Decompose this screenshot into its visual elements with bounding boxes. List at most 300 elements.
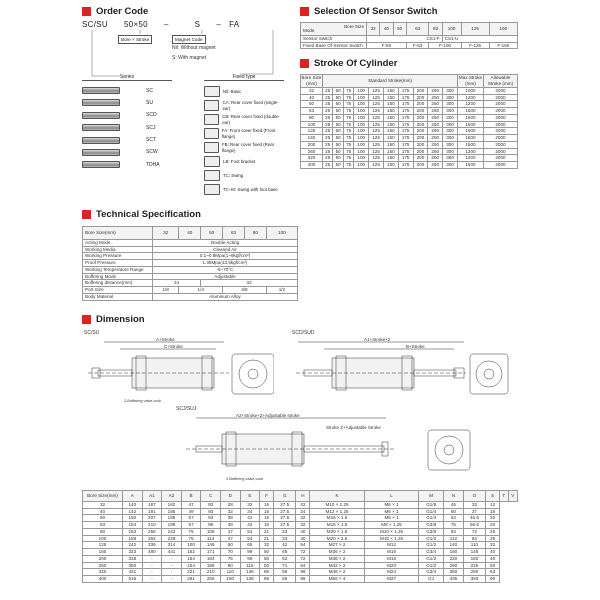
section-marker-icon [82,7,91,16]
stroke-cell: 300 [443,114,458,121]
table-cell: 249 [162,535,182,542]
table-cell: 65 [240,542,260,549]
table-cell: 15 [260,522,274,529]
max-cell: 1500 [458,108,484,115]
table-cell: 20 [486,515,500,522]
section-marker-icon [82,315,91,324]
cylinder-icon [82,149,120,156]
column-header: V [508,491,517,502]
spec-row [83,273,298,280]
table-cell: 50 [260,562,274,569]
dim-stroke-adj: Stroke Z+Adjustable Stroke [326,425,381,430]
table-cell: 184 [201,555,221,562]
stroke-cell: 25 [323,128,333,135]
spec-bore-label: Bore Size(mm) [83,227,153,240]
table-cell: 38 [220,515,240,522]
table-cell: 37 [463,508,485,515]
dim-b-stroke: B+Stroke [406,344,425,349]
stroke-cell: 100 [354,101,369,108]
spec-title: Technical Specification [96,209,201,220]
stroke-cell: 250 [428,128,443,135]
column-header: N [444,491,464,502]
table-cell: 185 [162,508,182,515]
column-header: C [201,491,221,502]
cylinder-icon [82,99,120,106]
stroke-cell: 75 [343,88,353,95]
cylinder-icon [82,124,120,131]
fixed-type-row [204,156,284,167]
stroke-cell: 300 [443,128,458,135]
table-cell: 42 [240,515,260,522]
stroke-cell: 75 [343,108,353,115]
table-cell: M20 × 1.5 [310,535,365,542]
stroke-cell: 300 [443,101,458,108]
stroke-cell: 150 [383,128,398,135]
stroke-cell: 100 [354,121,369,128]
table-cell: 207 [142,515,162,522]
table-cell: 196 [162,515,182,522]
table-cell: 180 [444,549,464,556]
dimension-title: Dimension [96,314,145,325]
swing-icon [204,170,220,181]
stroke-cell: 50 [333,135,343,142]
table-cell: 42 [240,522,260,529]
table-cell: 56 [273,569,295,576]
table-cell: 25 [486,535,500,542]
code-series: SC/SU [82,20,108,29]
stroke-cell: 25 [323,108,333,115]
table-cell: M10 × 1.25 [364,528,419,535]
cell: 1/8 [153,287,179,294]
stroke-cell: 100 [354,135,369,142]
table-cell: M6 × 1 [364,502,419,509]
table-cell: 32 [296,515,310,522]
table-cell: 47 [181,502,201,509]
double-ear-icon [204,114,219,125]
table-cell: M8 × 1.25 [364,522,419,529]
column-header: A1 [142,491,162,502]
table-cell: 400 [83,576,123,583]
stroke-row [301,121,518,128]
stroke-cell: 50 [333,121,343,128]
stroke-cell: 125 [369,135,384,142]
table-cell: - [162,555,182,562]
stroke-cell: 75 [343,141,353,148]
stroke-row [301,162,518,169]
table-cell: G1/2 [419,542,444,549]
cell: F-125 [461,42,489,49]
table-cell: - [142,562,162,569]
fixed-type-panel [204,74,284,195]
stroke-cell: 25 [323,141,333,148]
table-cell: 54 [240,535,260,542]
allow-header: Allowable Stroke (mm) [484,75,518,88]
table-cell: 250 [83,562,123,569]
series-row [82,137,172,144]
table-cell: M27 [364,576,419,583]
std-header: Standard Stroke(mm) [323,75,458,88]
stroke-cell: 250 [428,162,443,169]
bore-cell: 50 [393,23,406,36]
cell-value: CS1-F [426,36,440,41]
column-header: Bore Size(mm) [83,491,123,502]
table-cell: M16 × 1.5 [310,515,365,522]
table-cell: 34 [240,508,260,515]
foot-bracket-icon [204,156,220,167]
bore-header: Bore Size (mm) [301,75,322,86]
table-row [83,569,518,576]
row-label: Fixed Base Of Sensor Switch [301,42,367,49]
stroke-cell: 200 [413,148,428,155]
table-cell: 32 [240,502,260,509]
table-cell: 27.5 [273,508,295,515]
table-cell: M16 [364,549,419,556]
magnet-option: Nil: Without magnet [172,45,216,51]
series-row [82,99,172,106]
table-cell: 199 [162,522,182,529]
table-cell: 12 [486,502,500,509]
table-cell: 80 [83,528,123,535]
table-cell: 47 [220,535,240,542]
table-cell: 96 [296,576,310,583]
max-cell: 1200 [458,94,484,101]
bore-cell: 40 [301,94,323,101]
table-cell: 150 [123,515,143,522]
stroke-cell: 25 [323,88,333,95]
table-cell: 255 [201,576,221,583]
row-label: Acting Mode [83,240,153,247]
table-cell: 71 [273,562,295,569]
drawing-label-scdsud: SCD/SUD [292,330,315,336]
series-code: SCW [146,149,158,156]
series-header: Series [82,74,172,81]
table-cell: 84 [296,562,310,569]
table-row [83,562,518,569]
table-cell: 110 [463,542,485,549]
table-cell: 70 [220,549,240,556]
table-cell: M12 [364,542,419,549]
row-label: Working Media [83,246,153,253]
table-cell: 96 [201,522,221,529]
table-cell: 50 [486,562,500,569]
table-cell: 323 [123,549,143,556]
table-cell: M56 × 4 [310,576,365,583]
table-cell: 225 [463,562,485,569]
table-cell: 243 [162,528,182,535]
stroke-cell: 50 [333,114,343,121]
column-header: L [364,491,419,502]
section-marker-icon [82,210,91,219]
table-cell: - [142,569,162,576]
bore-cell: 63 [223,227,245,240]
table-cell: 42 [273,542,295,549]
stroke-cell: 75 [343,94,353,101]
allow-cell: 2000 [484,155,518,162]
bore-stroke-box: Bore × Stroke [118,35,152,44]
fixed-type-row [204,142,284,153]
cell: 24 [153,280,201,287]
stroke-cell: 75 [343,128,353,135]
stroke-cell: 175 [398,114,413,121]
cylinder-icon [82,112,120,119]
fixed-type-row [204,114,284,125]
table-cell: 435 [444,576,464,583]
stroke-cell: 150 [383,108,398,115]
table-cell: 54 [240,528,260,535]
stroke-row [301,135,518,142]
column-header: A2 [162,491,182,502]
stroke-cell: 75 [343,155,353,162]
table-cell: M10 × 1.25 [364,535,419,542]
stroke-cell: 200 [413,94,428,101]
stroke-cell: 200 [413,155,428,162]
stroke-cell: 50 [333,141,343,148]
table-cell: 93 [201,502,221,509]
row-label: Body Material [83,293,153,300]
table-cell: 27.5 [273,522,295,529]
table-cell: 32 [260,542,274,549]
bore-cell: 40 [179,227,201,240]
table-row [83,508,518,515]
table-row [83,555,518,562]
stroke-body [301,88,518,169]
stroke-cell: 200 [413,162,428,169]
column-header: M [419,491,444,502]
table-cell: 200 [83,555,123,562]
stroke-cell: 250 [428,121,443,128]
section-marker-icon [300,7,309,16]
spec-row [83,240,298,247]
stroke-cell: 250 [428,101,443,108]
stroke-cell: 50 [333,94,343,101]
bore-cell: 40 [380,23,393,36]
column-header: A [123,491,143,502]
fixed-type-row [204,128,284,139]
row-label: Buffering Mode [83,273,153,280]
magnet-option: S: With magnet [172,55,207,61]
max-cell: 1200 [458,148,484,155]
table-cell: 350 [463,576,485,583]
table-cell: M20 × 1.5 [310,528,365,535]
table-cell: 21 [260,535,274,542]
stroke-cell: 50 [333,101,343,108]
table-cell: - [162,562,182,569]
series-code: TDHA [146,161,160,168]
bore-cell: 63 [301,108,323,115]
stroke-cell: 175 [398,94,413,101]
allow-cell: 2000 [484,101,518,108]
table-cell: 191 [142,508,162,515]
cell: Double Acting [153,240,298,247]
stroke-cell: 175 [398,141,413,148]
table-cell: 47 [220,528,240,535]
table-cell: 154 [181,562,201,569]
table-cell: 182 [162,502,182,509]
fixed-type-label: TC: Swing [223,172,244,178]
stroke-cell: 100 [354,108,369,115]
bore-cell: 100 [301,121,323,128]
table-cell: 72 [296,555,310,562]
table-cell: 50 [83,515,123,522]
bore-cell: 63 [406,23,429,36]
table-cell: 50 [260,555,274,562]
allow-cell: 2000 [484,135,518,142]
table-cell: G1/2 [419,555,444,562]
table-cell: 32 [220,508,240,515]
stroke-cell: 300 [443,155,458,162]
table-cell: 75 [444,522,464,529]
cell: Adjustable [153,273,298,280]
table-cell: 516 [123,576,143,583]
table-cell: M12 × 1.25 [310,508,365,515]
fixed-type-header: Fixed type [204,74,284,81]
bore-cell: 160 [489,23,517,36]
column-header: O [463,491,485,502]
table-cell: 27.5 [273,515,295,522]
fixed-type-label: CA: Rear cover fixed (single-ear) [222,100,279,111]
stroke-cell: 50 [333,148,343,155]
bore-cell: 50 [201,227,223,240]
table-cell: 90 [486,576,500,583]
stroke-cell: 100 [354,128,369,135]
stroke-cell: 50 [333,108,343,115]
stroke-cell: 25 [323,94,333,101]
stroke-cell: 150 [383,148,398,155]
stroke-cell: 75 [343,114,353,121]
fixed-type-label: CB: Rear cover fixed (double-ear) [222,114,281,125]
stroke-cell: 175 [398,148,413,155]
stroke-cell: 25 [323,121,333,128]
series-code: SU [146,99,153,106]
stroke-cell: 25 [323,135,333,142]
table-cell: 96 [296,569,310,576]
table-row [83,528,518,535]
stroke-cell: 125 [369,101,384,108]
dim-body [83,502,518,583]
column-header: T [500,491,509,502]
table-cell: 258 [142,528,162,535]
dimension-table [82,490,518,583]
bore-cell: 80 [429,23,442,36]
stroke-cell: 200 [413,88,428,95]
column-header: S [486,491,500,502]
table-cell: 33 [273,535,295,542]
table-cell: M24 [364,569,419,576]
fixed-type-label: Nil: Basic [223,88,242,94]
table-cell: 32 [296,522,310,529]
series-row [82,112,172,119]
stroke-header [300,58,397,69]
table-cell: 146 [201,542,221,549]
code-fixed: FA [229,20,240,29]
column-header: G [273,491,295,502]
sensor-header [300,6,438,17]
table-cell: 75 [181,535,201,542]
fixed-type-row [204,100,284,111]
cell: F-160 [489,42,517,49]
table-cell: 54 [296,542,310,549]
table-cell: 99 [240,549,260,556]
column-header: B [181,491,201,502]
table-cell: 280 [444,562,464,569]
max-cell: 1500 [458,114,484,121]
table-cell: 33 [273,528,295,535]
table-cell: 110 [220,569,240,576]
table-cell: 65 [273,549,295,556]
row-label: Working Pressure [83,253,153,260]
bore-cell: 200 [301,141,323,148]
dim-a-stroke: A+Stroke [156,337,175,342]
max-cell: 1500 [458,141,484,148]
column-header: H [296,491,310,502]
series-panel [82,74,172,168]
table-cell: 210 [201,569,221,576]
stroke-row [301,155,518,162]
table-cell: G3/4 [419,549,444,556]
table-cell: G1/8 [419,502,444,509]
table-cell: 150 [220,576,240,583]
stroke-row [301,88,518,95]
table-cell: M16 × 1.5 [310,522,365,529]
stroke-row [301,101,518,108]
table-cell: 100 [181,542,201,549]
table-cell: 320 [83,569,123,576]
stroke-row [301,128,518,135]
table-cell: 145 [463,549,485,556]
stroke-cell: 150 [383,155,398,162]
buffer-row [83,280,298,287]
table-cell: 50 [260,549,274,556]
stroke-cell: 100 [354,141,369,148]
table-cell: 220 [444,555,464,562]
table-cell: 49 [181,508,201,515]
table-cell: 136 [240,576,260,583]
series-list [82,83,172,168]
stroke-cell: 150 [383,162,398,169]
bore-cell: 400 [301,162,323,169]
bore-cell: 100 [266,227,297,240]
table-cell: - [162,569,182,576]
stroke-cell: 75 [343,135,353,142]
stroke-cell: 175 [398,88,413,95]
table-cell: 431 [123,569,143,576]
stroke-cell: 300 [443,121,458,128]
table-row [83,515,518,522]
allow-cell: 2000 [484,141,518,148]
stroke-cell: 300 [443,135,458,142]
allow-cell: 2000 [484,114,518,121]
cell: 1/2 [266,287,297,294]
spec-row [83,246,298,253]
table-cell: 338 [123,555,143,562]
stroke-cell: 125 [369,162,384,169]
table-row [83,542,518,549]
table-cell: 85 [260,569,274,576]
cell: Cleaned Air [153,246,298,253]
stroke-cell: 200 [413,101,428,108]
stroke-cell: 50 [333,88,343,95]
table-cell: 100 [83,535,123,542]
fixed-type-label: LB: Foot bracket [223,158,256,164]
corner-bottom: Mode [303,28,315,34]
table-cell: M48 × 2 [310,569,365,576]
allow-cell: 2000 [484,148,518,155]
stroke-cell: 300 [443,108,458,115]
table-cell: 114 [201,535,221,542]
table-cell: 75 [181,528,201,535]
stroke-cell: 125 [369,121,384,128]
table-cell: 38 [220,522,240,529]
